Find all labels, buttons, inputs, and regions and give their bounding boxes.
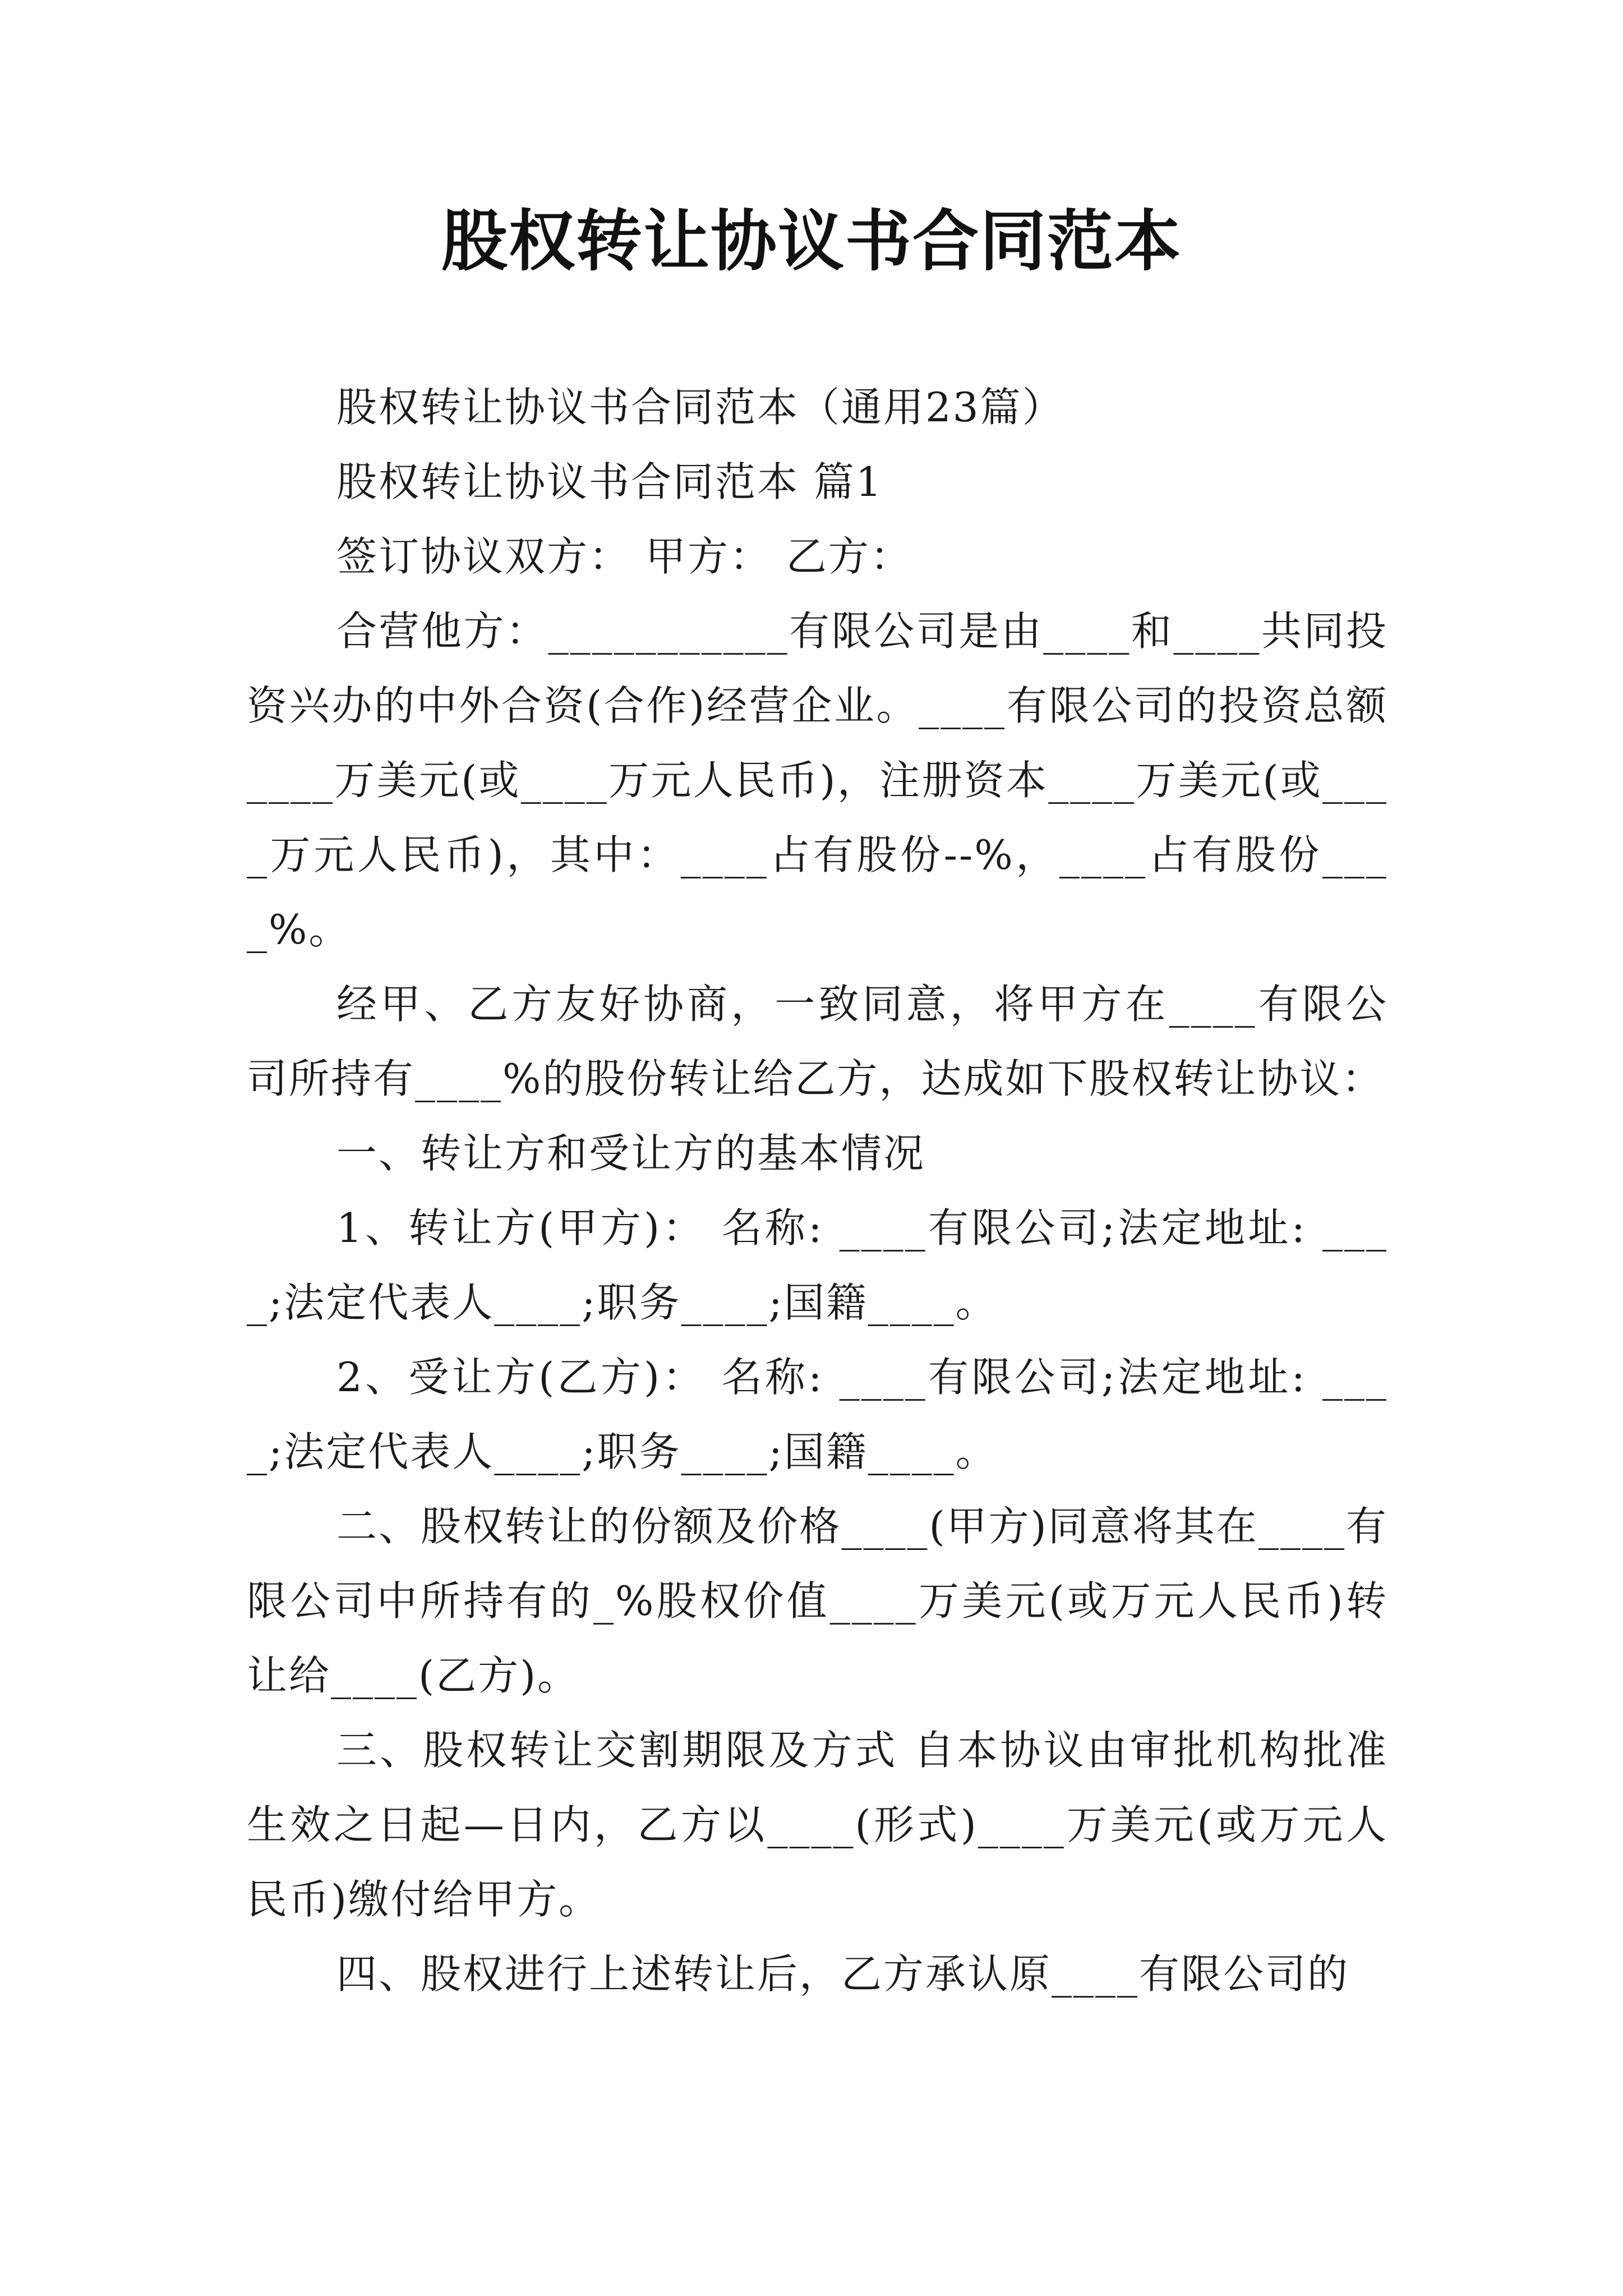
paragraph-clause-2: 二、股权转让的份额及价格____(甲方)同意将其在____有限公司中所持有的_%股权价值____万美元(或万元人民币)转让给____(乙方)。	[247, 1503, 1388, 1699]
document-body	[247, 370, 1388, 2012]
paragraph-section-heading: 股权转让协议书合同范本 篇1	[336, 458, 883, 505]
paragraph-agreement-intro: 经甲、乙方友好协商，一致同意，将甲方在____有限公司所持有____%的股份转让给乙方，达成如下股权转让协议：	[247, 981, 1388, 1102]
paragraph-clause-3: 三、股权转让交割期限及方式 自本协议由审批机构批准生效之日起—日内，乙方以____(形式)____万美元(或万元人民币)缴付给甲方。	[247, 1727, 1388, 1923]
paragraph-transferee: 2、受让方(乙方)： 名称: ____有限公司;法定地址: ____;法定代表人____;职务____;国籍____。	[247, 1354, 1388, 1475]
paragraph-parties: 签订协议双方： 甲方： 乙方：	[336, 533, 912, 580]
document-title: 股权转让协议书合同范本	[441, 202, 1182, 280]
paragraph-clause-1-heading: 一、转让方和受让方的基本情况	[336, 1130, 926, 1177]
paragraph-transferor: 1、转让方(甲方)： 名称: ____有限公司;法定地址: ____;法定代表人____;职务____;国籍____。	[247, 1204, 1388, 1326]
paragraph-subtitle: 股权转让协议书合同范本（通用23篇）	[336, 384, 1064, 431]
paragraph-clause-4: 四、股权进行上述转让后，乙方承认原____有限公司的	[336, 1950, 1350, 1998]
paragraph-joint-venture: 合营他方：___________有限公司是由____和____共同投资兴办的中外合资(合作)经营企业。____有限公司的投资总额____万美元(或____万元人民币)，注册资本____万美元(或____万元人民币)，其中：____占有股份--%，____占有股份____%。	[247, 608, 1388, 953]
